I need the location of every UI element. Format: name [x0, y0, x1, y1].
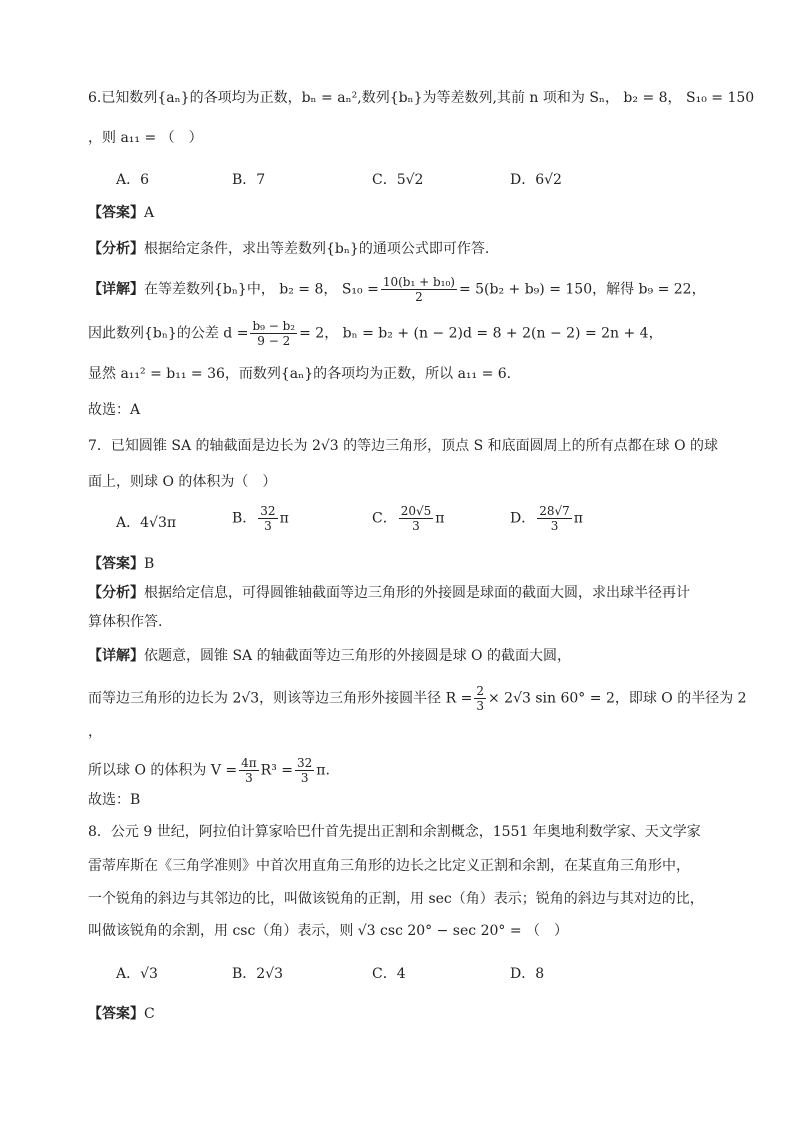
q6-option-b: B．7 [232, 172, 266, 188]
detail-text: 在等差数列{bₙ}中， b₂ = 8， S₁₀ = [144, 281, 379, 298]
answer-value: C [144, 1006, 155, 1022]
fraction-denominator: 9 − 2 [257, 334, 291, 348]
option-suffix: π [279, 510, 289, 527]
fraction [258, 504, 277, 533]
q6-conclusion: 故选：A [88, 402, 141, 418]
detail-text: 依题意，圆锥 SA 的轴截面等边三角形的外接圆是球 O 的截面大圆， [144, 648, 571, 664]
option-suffix: π [435, 510, 445, 527]
detail-tag: 【详解】 [88, 281, 144, 298]
q6-detail-line3: 显然 a₁₁² = b₁₁ = 36，而数列{aₙ}的各项均为正数，所以 a₁₁ = 6. [88, 366, 512, 382]
fraction-numerator: b₉ − b₂ [252, 319, 296, 333]
q7-analysis-line2: 算体积作答. [88, 614, 163, 630]
q8-option-b: B．2√3 [232, 966, 284, 982]
q6-detail-line2 [88, 319, 663, 348]
fraction-denominator: 2 [415, 290, 423, 304]
fraction-denominator: 3 [264, 519, 272, 533]
fraction [239, 756, 259, 785]
q8-stem-line1: 8．公元 9 世纪，阿拉伯计算家哈巴什首先提出正割和余割概念，1551 年奥地利数学家、天文学家 [88, 824, 701, 840]
fraction-numerator: 32 [297, 756, 313, 770]
option-label: D． [510, 510, 536, 527]
detail-text: = 2， bₙ = b₂ + (n − 2)d = 8 + 2(n − 2) = 2n + 4， [299, 325, 663, 342]
fraction-numerator: 20√5 [400, 504, 432, 518]
option-label: C． [372, 510, 397, 527]
fraction [250, 319, 297, 348]
answer-tag: 【答案】 [88, 556, 144, 572]
q7-stem-line1: 7．已知圆锥 SA 的轴截面是边长为 2√3 的等边三角形，顶点 S 和底面圆周上的所有点都在球 O 的球 [88, 438, 719, 454]
fraction [381, 275, 457, 304]
q6-option-d: D．6√2 [510, 172, 562, 188]
fraction-denominator: 3 [300, 771, 309, 785]
q6-stem-line1: 6.已知数列{aₙ}的各项均为正数，bₙ = aₙ²,数列{bₙ}为等差数列,其前 n 项和为 Sₙ， b₂ = 8， S₁₀ = 150 [88, 90, 755, 106]
fraction [537, 504, 572, 533]
q7-option-c [372, 504, 444, 533]
q7-option-b [232, 504, 289, 533]
q6-analysis [88, 239, 489, 259]
detail-text: 而等边三角形的边长为 2√3，则该等边三角形外接圆半径 R = [88, 690, 473, 707]
q7-option-a: A．4√3π [116, 515, 177, 531]
q7-answer [88, 554, 154, 574]
option-suffix: π [573, 510, 583, 527]
q8-stem-line2: 雷蒂库斯在《三角学准则》中首次用直角三角形的边长之比定义正割和余割，在某直角三角形中， [88, 858, 690, 874]
q8-option-d: D．8 [510, 966, 545, 982]
q8-option-c: C．4 [372, 966, 406, 982]
fraction-denominator: 3 [550, 519, 559, 533]
fraction-numerator: 10(b₁ + b₁₀) [382, 275, 455, 289]
q7-detail-line3: ， [88, 724, 102, 740]
fraction-numerator: 2 [476, 684, 484, 698]
fraction [474, 684, 486, 713]
q6-option-a: A．6 [116, 172, 150, 188]
detail-text: 因此数列{bₙ}的公差 d = [88, 325, 249, 342]
answer-tag: 【答案】 [88, 205, 144, 221]
q7-detail-line1 [88, 646, 571, 666]
q8-option-a: A．√3 [116, 966, 158, 982]
q8-answer [88, 1004, 155, 1024]
analysis-text: 根据给定条件，求出等差数列{bₙ}的通项公式即可作答. [144, 241, 490, 257]
detail-text: π. [316, 762, 330, 779]
fraction-denominator: 3 [412, 519, 420, 533]
q7-stem-line2: 面上，则球 O 的体积为（ ） [88, 474, 277, 490]
fraction-numerator: 32 [260, 504, 276, 518]
answer-tag: 【答案】 [88, 1006, 144, 1022]
q6-stem-line2: ，则 a₁₁ = （ ） [88, 130, 203, 146]
fraction [399, 504, 434, 533]
q6-option-c: C．5√2 [372, 172, 424, 188]
q8-stem-line3: 一个锐角的斜边与其邻边的比，叫做该锐角的正割，用 sec（角）表示；锐角的斜边与其对边的比， [88, 891, 704, 907]
q6-answer [88, 203, 154, 223]
answer-value: B [144, 556, 155, 572]
fraction [295, 756, 314, 785]
fraction-denominator: 3 [245, 771, 253, 785]
answer-value: A [144, 205, 155, 221]
fraction-numerator: 4π [241, 756, 257, 770]
q8-stem-line4: 叫做该锐角的余割，用 csc（角）表示，则 √3 csc 20° − sec 20° = （ ） [88, 923, 569, 939]
fraction-denominator: 3 [476, 699, 484, 713]
detail-text: 所以球 O 的体积为 V = [88, 762, 238, 779]
analysis-tag: 【分析】 [88, 241, 144, 257]
detail-tag: 【详解】 [88, 648, 144, 664]
option-label: B． [232, 510, 257, 527]
q7-analysis-line1 [88, 583, 690, 603]
analysis-tag: 【分析】 [88, 585, 144, 601]
q7-detail-line2 [88, 684, 747, 713]
q6-detail-line1 [88, 275, 706, 304]
q7-option-d [510, 504, 583, 533]
analysis-text: 根据给定信息，可得圆锥轴截面等边三角形的外接圆是球面的截面大圆，求出球半径再计 [144, 585, 690, 601]
q7-conclusion: 故选：B [88, 792, 141, 808]
detail-text: = 5(b₂ + b₉) = 150，解得 b₉ = 22， [458, 281, 706, 298]
fraction-numerator: 28√7 [539, 504, 570, 518]
detail-text: × 2√3 sin 60° = 2，即球 O 的半径为 2 [488, 690, 747, 707]
q7-detail-line4 [88, 756, 330, 785]
detail-text: R³ = [260, 762, 293, 779]
